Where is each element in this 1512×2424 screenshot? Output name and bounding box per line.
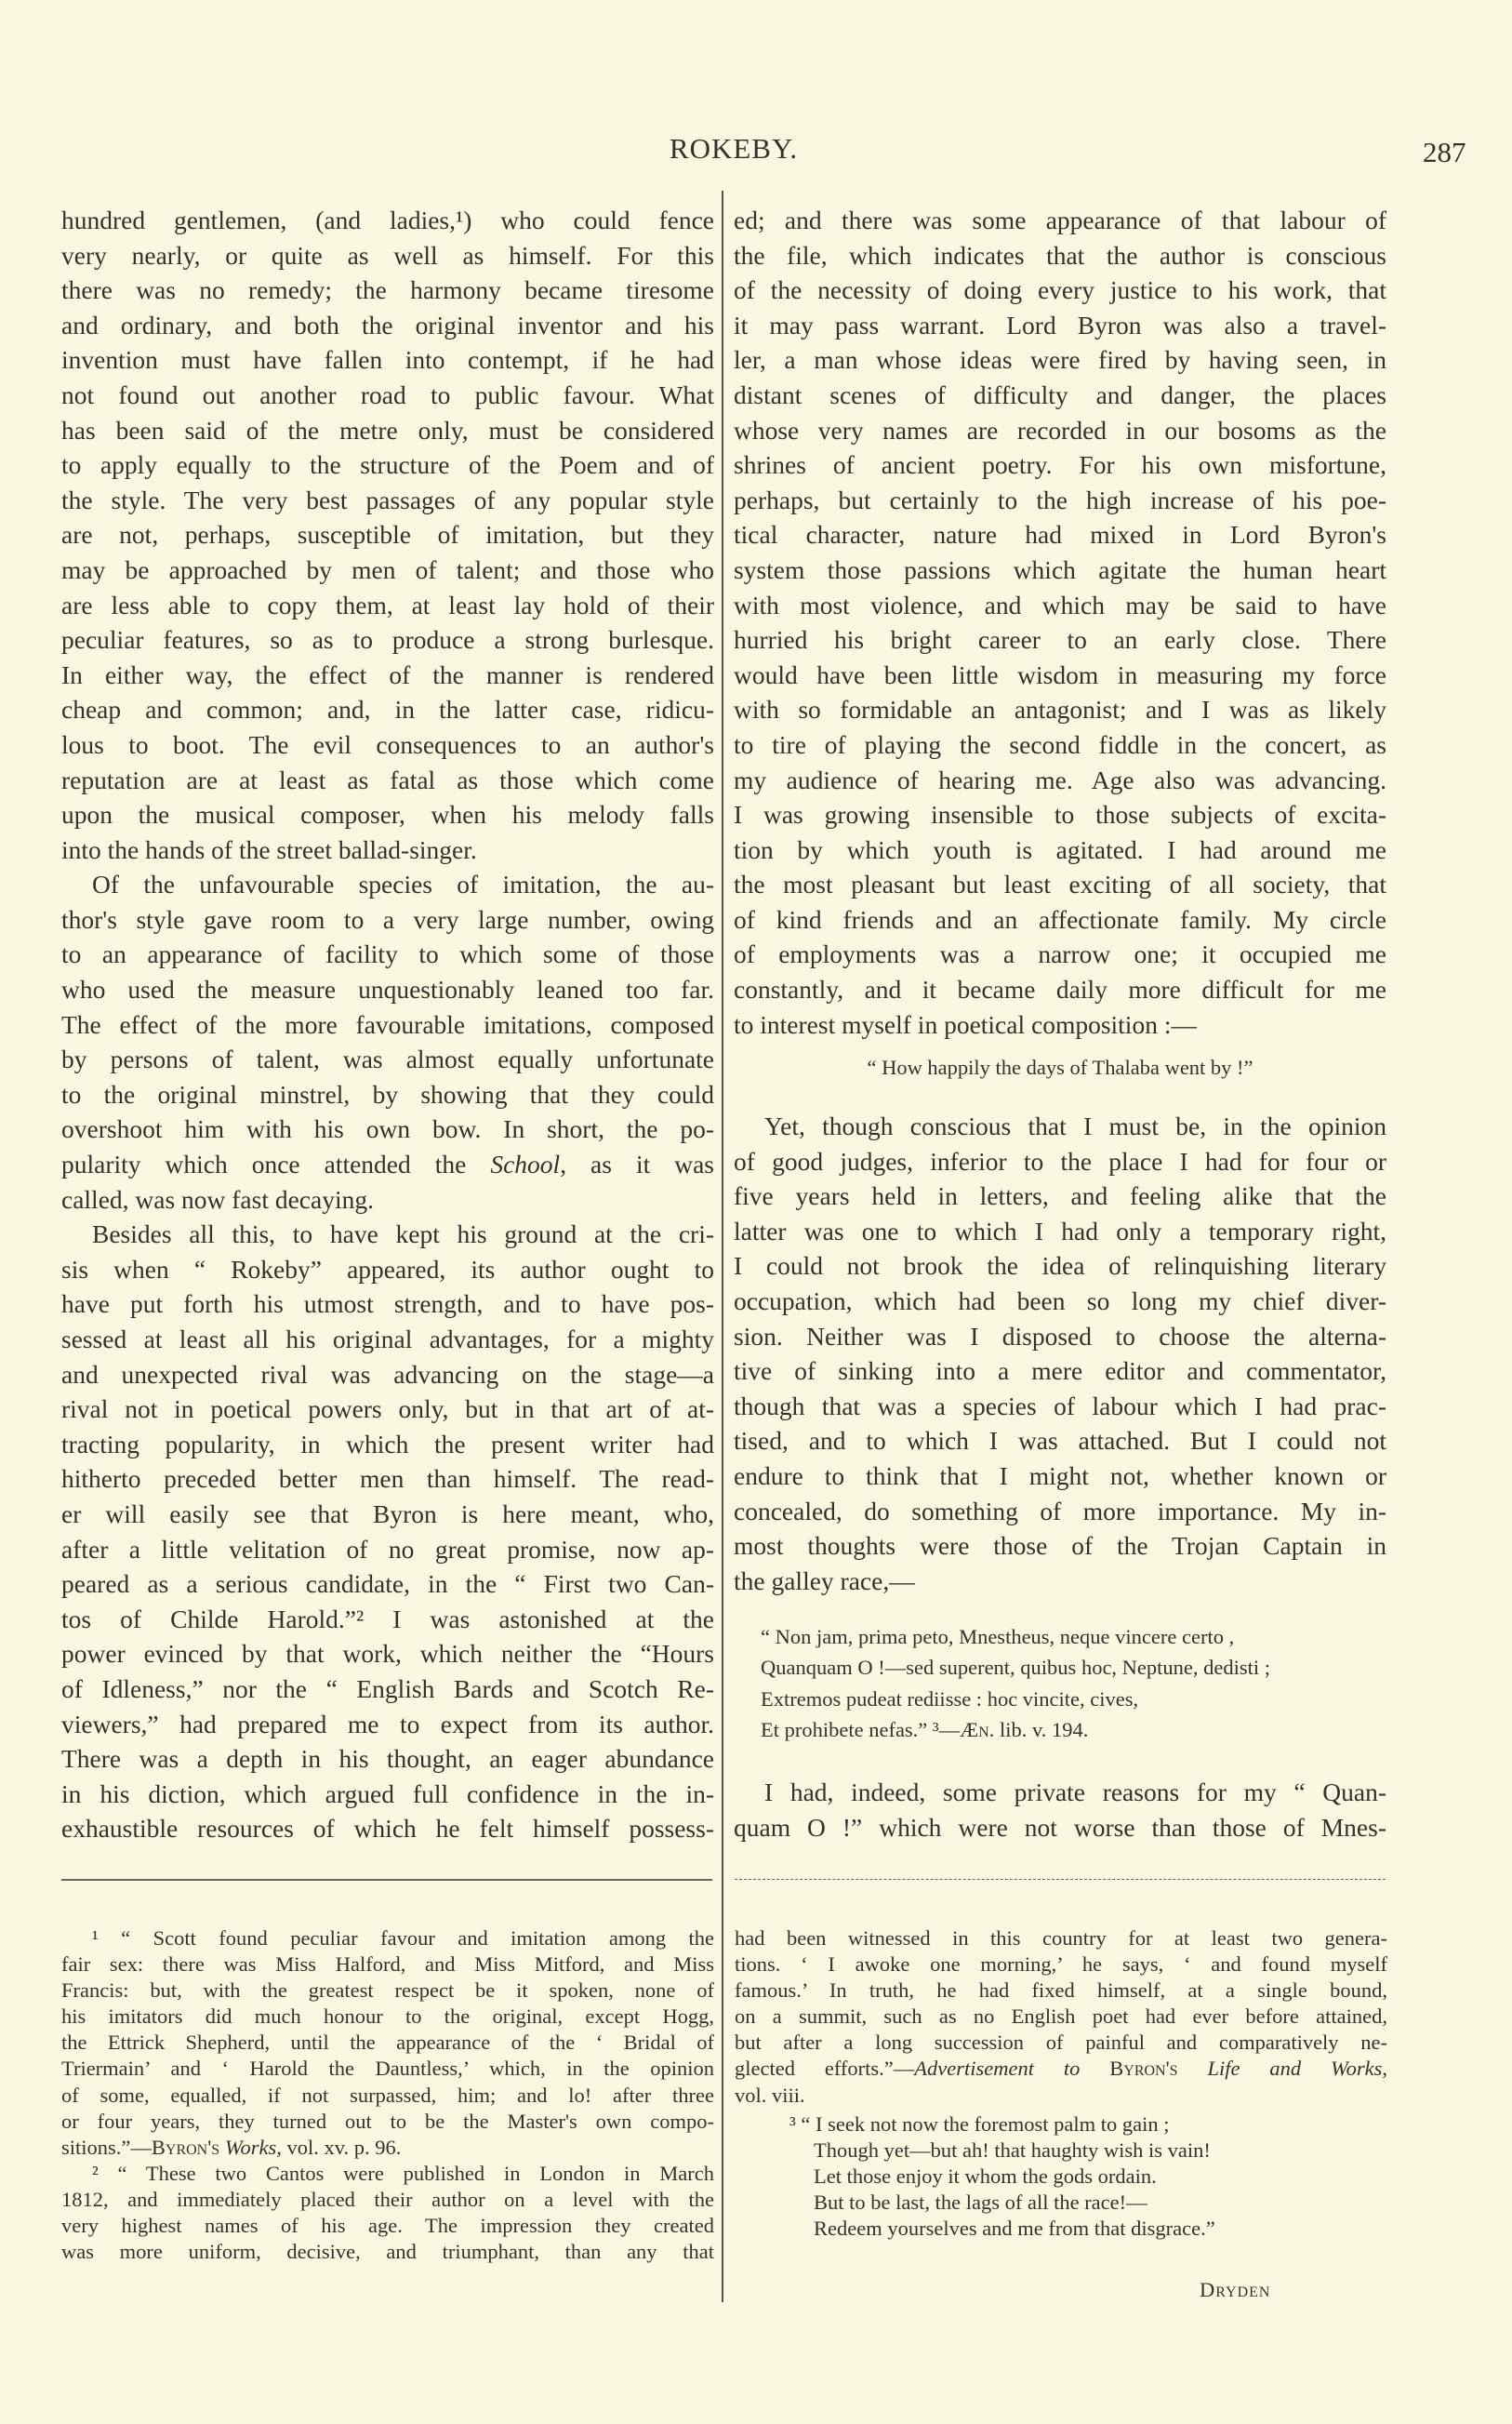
text-line: not found out another road to public favour. What — [61, 380, 714, 409]
text-run: , vol. xv. p. 96. — [276, 2135, 402, 2159]
text-line: there was no remedy; the harmony became tiresome — [61, 275, 714, 305]
latin-quote — [761, 1621, 1386, 1746]
text-line: er will easily see that Byron is here meant, who, — [61, 1498, 714, 1528]
paragraph — [61, 2161, 714, 2265]
text-line: the style. The very best passages of any popular style — [61, 485, 714, 514]
text-line: of the necessity of doing every justice to his work, that — [734, 275, 1386, 305]
text-line: tracting popularity, in which the present writer had — [61, 1429, 714, 1458]
verse-line: Let those enjoy it whom the gods ordain. — [814, 2164, 1157, 2189]
paragraph — [61, 867, 714, 1217]
text-line: tised, and to which I was attached. But I could not — [734, 1426, 1386, 1456]
italic-run: School — [490, 1150, 561, 1179]
text-line: to the original minstrel, by showing that they could — [61, 1079, 714, 1109]
footnote-rule-right — [735, 1879, 1386, 1880]
text-run: . lib. v. 194. — [988, 1718, 1089, 1742]
paragraph — [61, 1925, 714, 2161]
text-line: my audience of hearing me. Age also was advancing. — [734, 765, 1386, 794]
text-line — [61, 1147, 714, 1182]
text-line: viewers,” had prepared me to expect from its author. — [61, 1709, 714, 1738]
text-line: it may pass warrant. Lord Byron was also a travel- — [734, 310, 1386, 340]
text-run: pularity which once attended the — [61, 1150, 491, 1179]
text-run — [1080, 2057, 1109, 2080]
text-line: occupation, which had been so long my chief diver- — [734, 1285, 1386, 1315]
text-line: of employments was a narrow one; it occupied me — [734, 939, 1386, 969]
text-line: most thoughts were those of the Trojan Captain in — [734, 1531, 1386, 1561]
text-line: ler, a man whose ideas were fired by having seen, in — [734, 345, 1386, 375]
text-line: system those passions which agitate the human heart — [734, 554, 1386, 584]
text-line — [735, 2056, 1387, 2082]
text-line: tive of sinking into a mere editor and commentator, — [734, 1356, 1386, 1386]
text-line: Of the unfavourable species of imitation, the au- — [92, 870, 714, 899]
text-line: and unexpected rival was advancing on the stage—a — [61, 1359, 714, 1389]
text-line: to apply equally to the structure of the Poem and of — [61, 450, 714, 480]
verse-line: Though yet—but ah! that haughty wish is vain! — [814, 2138, 1211, 2163]
left-column-text — [61, 203, 714, 1846]
text-line: rival not in poetical powers only, but in that art of at- — [61, 1394, 714, 1424]
text-line: cheap and common; and, in the latter case, ridicu- — [61, 695, 714, 725]
text-line: had been witnessed in this country for at least two genera- — [735, 1926, 1387, 1950]
text-line: to tire of playing the second fiddle in the concert, as — [734, 729, 1386, 759]
column-divider — [722, 191, 723, 2302]
italic-run: Works — [224, 2135, 277, 2159]
verse-line — [761, 1714, 1386, 1745]
text-line: to an appearance of facility to which some of those — [61, 939, 714, 969]
text-line: with most violence, and which may be said to have — [734, 590, 1386, 619]
text-line: I was growing insensible to those subjects of excita- — [734, 800, 1386, 830]
text-line: who used the measure unquestionably leaned too far. — [61, 975, 714, 1005]
verse-line: Quanquam O !—sed superent, quibus hoc, Neptune, dedisti ; — [761, 1656, 1271, 1680]
text-line: tical character, nature had mixed in Lord Byron's — [734, 520, 1386, 550]
text-line: lous to boot. The evil consequences to an author's — [61, 729, 714, 759]
text-line: hurried his bright career to an early close. There — [734, 625, 1386, 655]
text-line: In either way, the effect of the manner is rendered — [61, 659, 714, 689]
text-line: latter was one to which I had only a temporary right, — [734, 1216, 1386, 1245]
text-line: thor's style gave room to a very large number, owing — [61, 904, 714, 934]
text-line: exhaustible resources of which he felt himself possess- — [61, 1814, 714, 1844]
text-line: tion by which youth is agitated. I had around me — [734, 834, 1386, 864]
paragraph — [734, 1109, 1386, 1598]
text-line: upon the musical composer, when his melody falls — [61, 800, 714, 830]
text-line: peared as a serious candidate, in the “ First two Can- — [61, 1569, 714, 1599]
text-line: invention must have fallen into contempt, if he had — [61, 345, 714, 375]
text-line: sion. Neither was I disposed to choose the alterna- — [734, 1321, 1386, 1351]
text-line: of Idleness,” nor the “ English Bards and Scotch Re- — [61, 1673, 714, 1703]
text-line: endure to think that I might not, whether known or — [734, 1460, 1386, 1490]
text-line: Yet, though conscious that I must be, in the opinion — [764, 1112, 1386, 1140]
paragraph — [61, 1217, 714, 1846]
italic-run: Life and Works — [1207, 2057, 1383, 2081]
verse-line: But to be last, the lags of all the race!— — [814, 2191, 1147, 2215]
text-line: I had, indeed, some private reasons for my “ Quan- — [764, 1778, 1386, 1806]
text-line: though that was a species of labour which I had prac- — [734, 1391, 1386, 1420]
paragraph — [734, 1775, 1386, 1845]
text-run: , — [1382, 2057, 1388, 2081]
paragraph — [61, 203, 714, 867]
text-line: very nearly, or quite as well as himself. For this — [61, 240, 714, 270]
text-line: shrines of ancient poetry. For his own misfortune, — [734, 450, 1386, 480]
text-line: of kind friends and an affectionate family. My circle — [734, 904, 1386, 934]
text-line: have put forth his utmost strength, and to have pos- — [61, 1289, 714, 1319]
small-caps-run: Byron's — [151, 2135, 220, 2159]
text-line: to interest myself in poetical composition :— — [734, 1009, 1197, 1039]
text-line: on a summit, such as no English poet had ever before attained, — [735, 2004, 1387, 2029]
text-line: with so formidable an antagonist; and I was as likely — [734, 695, 1386, 725]
text-line: his imitators did much honour to the original, except Hogg, — [61, 2004, 714, 2029]
text-line: of good judges, inferior to the place I had for four or — [734, 1146, 1386, 1176]
text-run — [1178, 2057, 1208, 2080]
text-line: five years held in letters, and feeling alike that the — [734, 1181, 1386, 1211]
text-line: concealed, do something of more importance. My in- — [734, 1496, 1386, 1525]
right-column-text-top — [734, 203, 1386, 1042]
text-line: ¹ “ Scott found peculiar favour and imitation among the — [92, 1926, 714, 1950]
text-line: of some, equalled, if not surpassed, him; and lo! after three — [61, 2083, 714, 2107]
text-line: There was a depth in his thought, an eager abundance — [61, 1744, 714, 1774]
text-line: has been said of the metre only, must be considered — [61, 415, 714, 445]
text-line: overshoot him with his own bow. In short, the po- — [61, 1114, 714, 1144]
text-line: perhaps, but certainly to the high increase of his poe- — [734, 485, 1386, 514]
text-line: reputation are at least as fatal as those which come — [61, 765, 714, 794]
text-line: Francis: but, with the greatest respect be it spoken, none of — [61, 1978, 714, 2003]
text-line: but after a long succession of painful and comparatively ne- — [735, 2031, 1387, 2055]
text-run: glected efforts.”— — [735, 2057, 915, 2081]
text-run: sitions.”— — [61, 2135, 152, 2159]
text-line: Triermain’ and ‘ Harold the Dauntless,’ which, in the opinion — [61, 2057, 714, 2081]
paragraph — [735, 1925, 1387, 2109]
text-line: by persons of talent, was almost equally unfortunate — [61, 1045, 714, 1074]
small-caps-run: Æn — [960, 1718, 989, 1742]
text-line: vol. viii. — [735, 2083, 805, 2107]
text-line: would have been little wisdom in measuring my force — [734, 659, 1386, 689]
text-line: after a little velitation of no great promise, now ap- — [61, 1534, 714, 1564]
text-line: are not, perhaps, susceptible of imitation, but they — [61, 520, 714, 550]
text-line: 1812, and immediately placed their author on a level with the — [61, 2187, 714, 2211]
text-line: was more uniform, decisive, and triumphant, than any that — [61, 2240, 714, 2264]
text-line: I could not brook the idea of relinquishing literary — [734, 1251, 1386, 1281]
right-column-text-end — [734, 1775, 1386, 1845]
text-line: called, was now fast decaying. — [61, 1184, 374, 1214]
verse-attribution: Dryden — [1200, 2278, 1271, 2301]
text-line: distant scenes of difficulty and danger, the places — [734, 380, 1386, 409]
text-run: , as it was — [560, 1150, 714, 1179]
thalaba-quote: “ How happily the days of Thalaba went by !” — [867, 1056, 1253, 1079]
text-line: tos of Childe Harold.”² I was astonished at the — [61, 1604, 714, 1633]
text-line: the Ettrick Shepherd, until the appearance of the ‘ Bridal of — [61, 2031, 714, 2055]
footnotes-left — [61, 1925, 714, 2265]
text-line: whose very names are recorded in our bosoms as the — [734, 415, 1386, 445]
text-line: very highest names of his age. The impression they created — [61, 2214, 714, 2238]
text-line: in his diction, which argued full confidence in the in- — [61, 1778, 714, 1808]
verse-line: “ Non jam, prima peto, Mnestheus, neque vincere certo , — [761, 1625, 1235, 1648]
verse-line: ³ “ I seek not now the foremost palm to gain ; — [789, 2112, 1170, 2136]
page-number: 287 — [1423, 136, 1466, 168]
text-line: and ordinary, and both the original inventor and his — [61, 310, 714, 340]
text-line: the file, which indicates that the author is conscious — [734, 240, 1386, 270]
italic-run: Advertisement to — [914, 2057, 1081, 2081]
text-line: Besides all this, to have kept his ground at the cri- — [92, 1219, 714, 1249]
text-line: hitherto preceded better men than himself. The read- — [61, 1464, 714, 1494]
text-line: tions. ‘ I awoke one morning,’ he says, ‘ and found myself — [735, 1952, 1387, 1977]
text-line: famous.’ In truth, he had fixed himself, at a single bound, — [735, 1978, 1387, 2003]
text-line: power evinced by that work, which neither the “Hours — [61, 1639, 714, 1669]
text-line: sessed at least all his original advantages, for a mighty — [61, 1325, 714, 1353]
text-line: hundred gentlemen, (and ladies,¹) who could fence — [61, 206, 714, 234]
verse-line: Extremos pudeat rediisse : hoc vincite, cives, — [761, 1686, 1139, 1711]
footnotes-right — [735, 1925, 1387, 2109]
text-line: peculiar features, so as to produce a strong burlesque. — [61, 625, 714, 655]
text-line: constantly, and it became daily more difficult for me — [734, 975, 1386, 1005]
text-line: ² “ These two Cantos were published in London in March — [92, 2161, 714, 2185]
text-run: Et prohibete nefas.” ³— — [761, 1718, 961, 1742]
text-line: fair sex: there was Miss Halford, and Miss Mitford, and Miss — [61, 1952, 714, 1977]
text-line: ed; and there was some appearance of that labour of — [734, 206, 1386, 234]
text-line: quam O !” which were not worse than those of Mnes- — [734, 1812, 1386, 1842]
text-line: The effect of the more favourable imitations, composed — [61, 1009, 714, 1039]
text-line: are less able to copy them, at least lay hold of their — [61, 590, 714, 619]
verse-line: Redeem yourselves and me from that disgrace.” — [814, 2217, 1215, 2241]
text-line — [61, 2135, 714, 2161]
right-column-text-mid — [734, 1109, 1386, 1598]
text-line: or four years, they turned out to be the Master's own compo- — [61, 2109, 714, 2133]
footnote-rule-left — [61, 1879, 712, 1881]
text-line: may be approached by men of talent; and those who — [61, 554, 714, 584]
text-line: into the hands of the street ballad-singer. — [61, 834, 477, 864]
text-line: the most pleasant but least exciting of all society, that — [734, 870, 1386, 899]
paragraph — [734, 203, 1386, 1042]
text-line: sis when “ Rokeby” appeared, its author ought to — [61, 1254, 714, 1284]
footnote-verse — [789, 2111, 1310, 2242]
running-title: ROKEBY. — [669, 132, 799, 165]
small-caps-run: Byron's — [1109, 2057, 1178, 2081]
text-line: the galley race,— — [734, 1565, 915, 1595]
